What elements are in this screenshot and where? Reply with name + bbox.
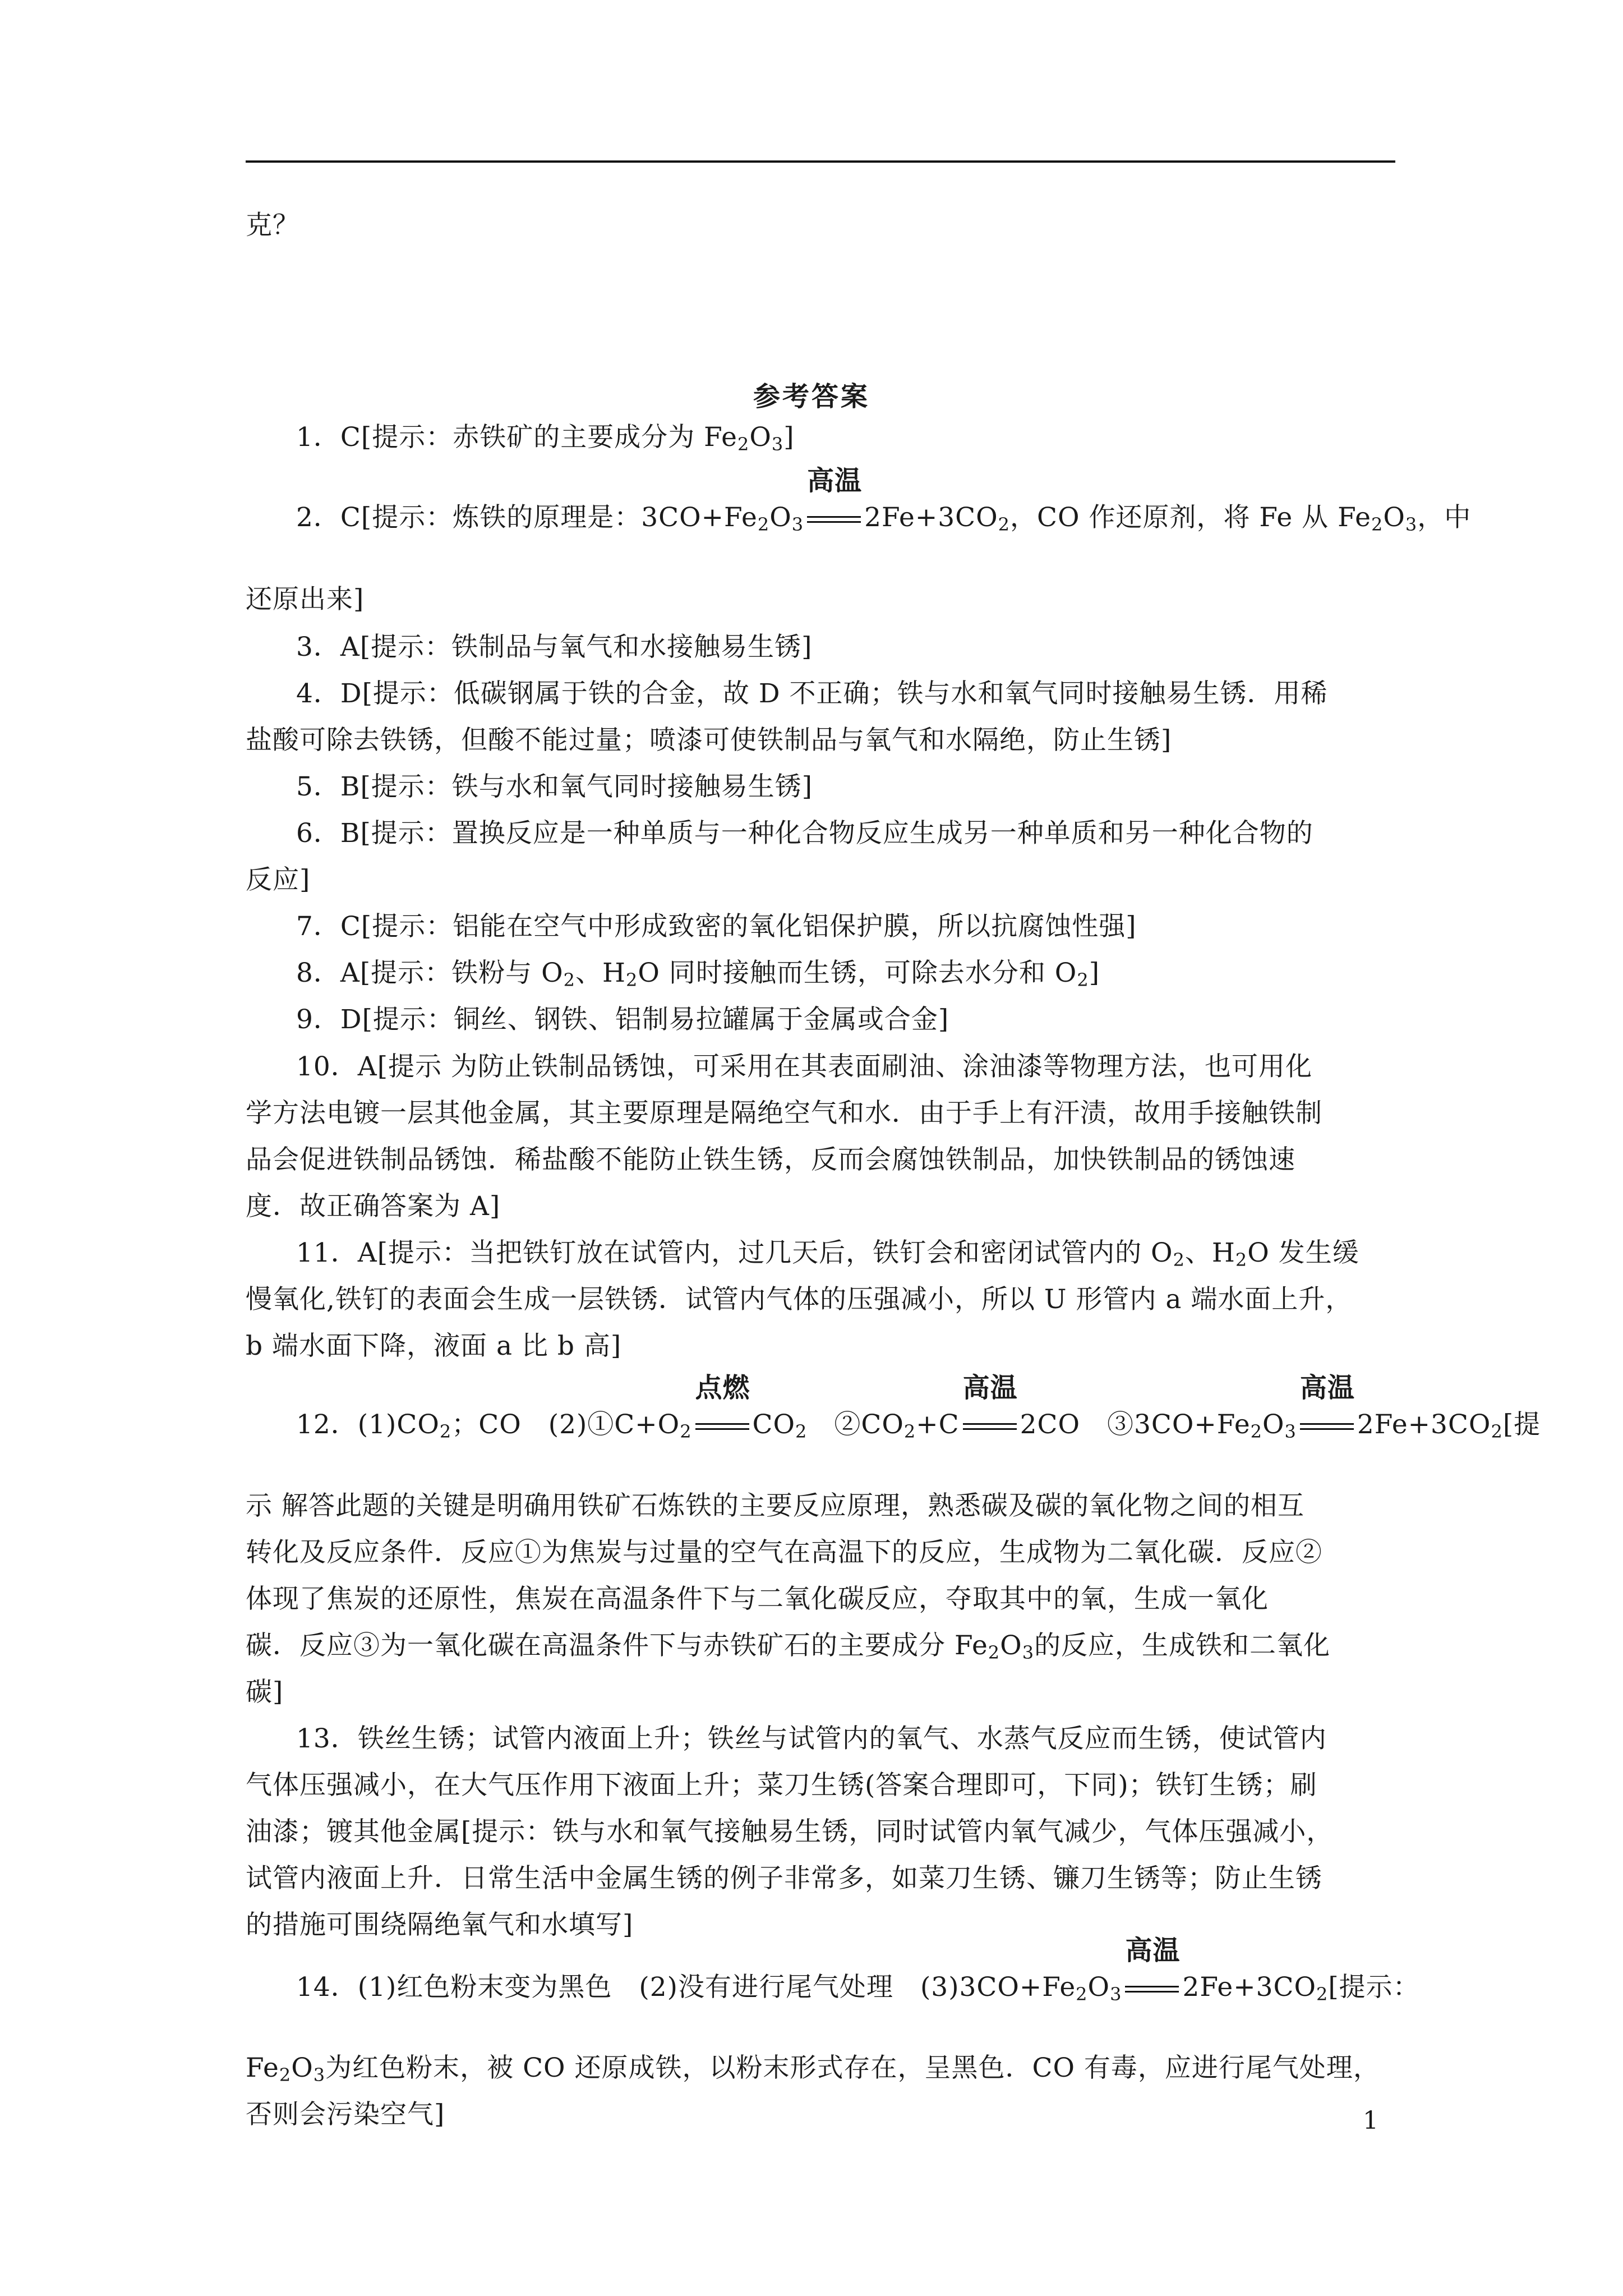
answer-3: 3．A[提示：铁制品与氧气和水接触易生锈] bbox=[296, 632, 813, 662]
answer-12-line: 碳] bbox=[246, 1677, 284, 1708]
header-rule bbox=[246, 160, 1395, 163]
answer-6-line: 6．B[提示：置换反应是一种单质与一种化合物反应生成另一种单质和另一种化合物的 bbox=[296, 818, 1313, 849]
answer-14-line: 否则会污染空气] bbox=[246, 2099, 445, 2130]
answer-2-cont: 还原出来] bbox=[246, 584, 365, 615]
page-number: 1 bbox=[1363, 2106, 1378, 2135]
answer-9: 9．D[提示：铜丝、钢铁、铝制易拉罐属于金属或合金] bbox=[296, 1004, 949, 1035]
reaction-arrow: 高温 bbox=[963, 1407, 1017, 1443]
answer-12-line: 示 解答此题的关键是明确用铁矿石炼铁的主要反应原理，熟悉碳及碳的氧化物之间的相互 bbox=[246, 1490, 1304, 1521]
answer-13-line: 13．铁丝生锈；试管内液面上升；铁丝与试管内的氧气、水蒸气反应而生锈，使试管内 bbox=[296, 1723, 1327, 1754]
answer-11-line: 11．A[提示：当把铁钉放在试管内，过几天后，铁钉会和密闭试管内的 $O_2$、$H_2O$ 发生缓 bbox=[296, 1237, 1359, 1271]
answer-10-line: 10．A[提示 为防止铁制品锈蚀，可采用在其表面刷油、涂油漆等物理方法，也可用化 bbox=[296, 1051, 1313, 1082]
answer-11-line: b 端水面下降，液面 a 比 b 高] bbox=[246, 1331, 622, 1361]
answer-2: 2．C[提示：炼铁的原理是：$3CO+Fe_2O_3$ 高温 $2Fe+3CO_2$，CO 作还原剂，将 Fe 从 $Fe_2O_3$，中 bbox=[296, 465, 1472, 535]
answer-12-line: 碳．反应③为一氧化碳在高温条件下与赤铁矿石的主要成分 $Fe_2O_3$的反应，生成铁和二氧化 bbox=[246, 1630, 1331, 1663]
answer-10-line: 学方法电镀一层其他金属，其主要原理是隔绝空气和水．由于手上有汗渍，故用手接触铁制 bbox=[246, 1098, 1322, 1129]
answer-11-line: 慢氧化,铁钉的表面会生成一层铁锈．试管内气体的压强减小，所以 U 形管内 a 端水面上升， bbox=[246, 1284, 1353, 1315]
answer-6-line: 反应] bbox=[246, 864, 311, 895]
answer-4-line: 盐酸可除去铁锈，但酸不能过量；喷漆可使铁制品与氧气和水隔绝，防止生锈] bbox=[246, 725, 1172, 756]
reaction-arrow: 高温 bbox=[1300, 1407, 1354, 1443]
answer-10-line: 度．故正确答案为 A] bbox=[246, 1191, 501, 1222]
answer-14-line: $Fe_2O_3$为红色粉末，被 CO 还原成铁，以粉末形式存在，呈黑色．CO 有毒，应进行尾气处理， bbox=[246, 2053, 1380, 2086]
reaction-arrow: 点燃 bbox=[695, 1407, 749, 1443]
answer-13-line: 气体压强减小，在大气压作用下液面上升；菜刀生锈(答案合理即可，下同)；铁钉生锈；刷 bbox=[246, 1770, 1317, 1801]
answer-13-line: 的措施可围绕隔绝氧气和水填写] bbox=[246, 1910, 634, 1940]
answer-8: 8．A[提示：铁粉与 $O_2$、$H_2O$ 同时接触而生锈，可除去水分和 $O_2$] bbox=[296, 958, 1100, 991]
question-fragment: 克？ bbox=[246, 210, 299, 241]
answer-10-line: 品会促进铁制品锈蚀．稀盐酸不能防止铁生锈，反而会腐蚀铁制品，加快铁制品的锈蚀速 bbox=[246, 1144, 1295, 1175]
reaction-arrow: 高温 bbox=[807, 500, 861, 536]
answer-12-line: 转化及反应条件．反应①为焦炭与过量的空气在高温下的反应，生成物为二氧化碳．反应② bbox=[246, 1537, 1322, 1568]
answer-4-line: 4．D[提示：低碳钢属于铁的合金，故 D 不正确；铁与水和氧气同时接触易生锈．用稀 bbox=[296, 678, 1328, 709]
answer-12-line: 12．$(1)CO_2$；CO $(2)①C+O_2$ 点燃 $CO_2$ $②CO_2+C$ 高温 2CO $③3CO+Fe_2O_3$ 高温 $2Fe+3CO_2$[提 bbox=[296, 1372, 1541, 1442]
answer-heading: 参考答案 bbox=[753, 381, 870, 412]
answer-1: 1．C[提示：赤铁矿的主要成分为 $Fe_2O_3$] bbox=[296, 422, 795, 455]
reaction-arrow: 高温 bbox=[1125, 1970, 1179, 2005]
answer-14-line: 14．(1)红色粉末变为黑色 (2)没有进行尾气处理 $(3)3CO+Fe_2O_3$ 高温 $2Fe+3CO_2$[提示： bbox=[296, 1935, 1420, 2005]
answer-7: 7．C[提示：铝能在空气中形成致密的氧化铝保护膜，所以抗腐蚀性强] bbox=[296, 911, 1137, 942]
answer-13-line: 试管内液面上升．日常生活中金属生锈的例子非常多，如菜刀生锈、镰刀生锈等；防止生锈 bbox=[246, 1863, 1322, 1894]
answer-13-line: 油漆；镀其他金属[提示：铁与水和氧气接触易生锈，同时试管内氧气减少，气体压强减小， bbox=[246, 1816, 1334, 1847]
answer-12-line: 体现了焦炭的还原性，焦炭在高温条件下与二氧化碳反应，夺取其中的氧，生成一氧化 bbox=[246, 1584, 1269, 1614]
answer-5: 5．B[提示：铁与水和氧气同时接触易生锈] bbox=[296, 771, 813, 802]
